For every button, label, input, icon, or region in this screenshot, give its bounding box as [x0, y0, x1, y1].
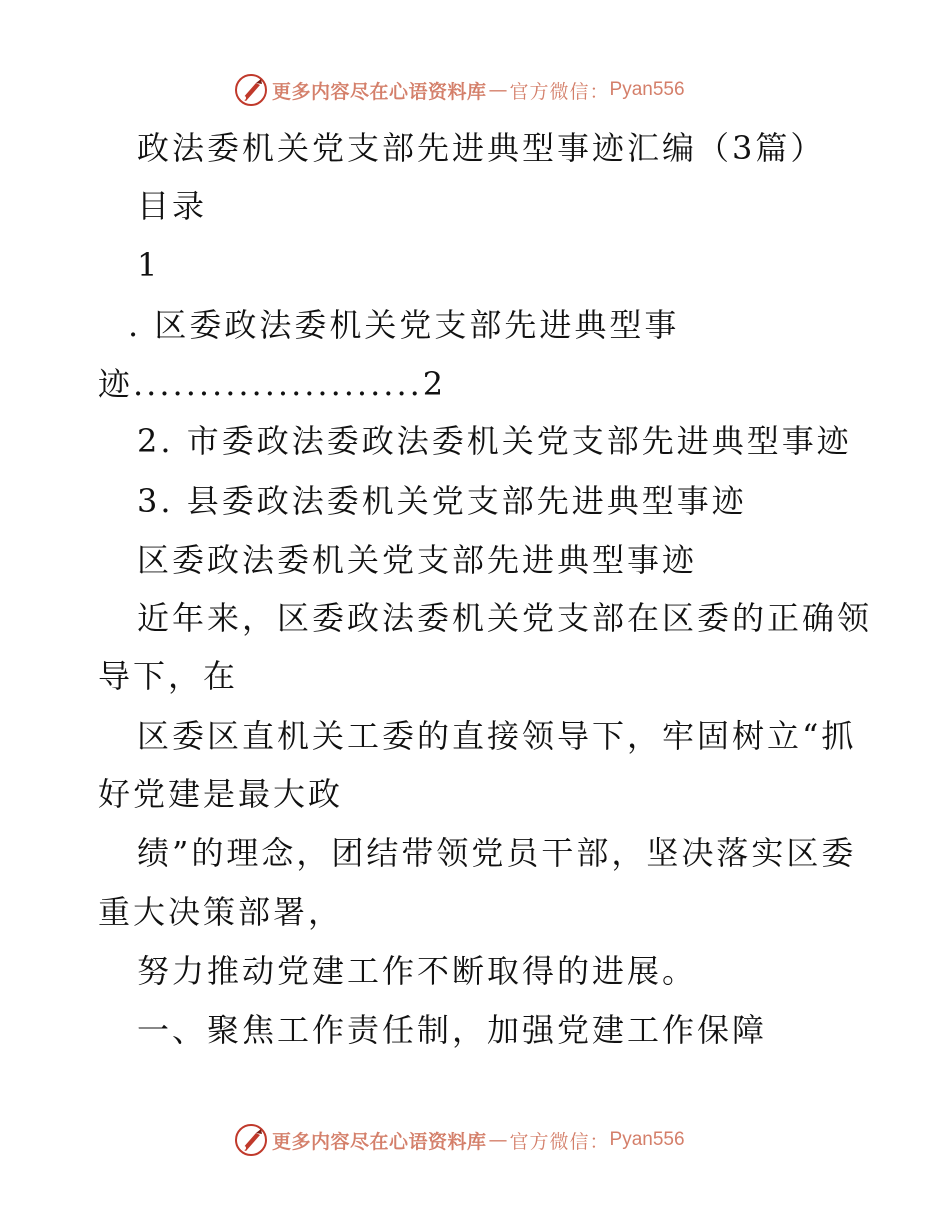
toc-item-1-text: . 区委政法委机关党支部先进典型事 — [128, 306, 680, 344]
watermark-wechat-label: 官方微信： — [509, 1130, 610, 1153]
header-watermark — [234, 72, 685, 108]
toc-item-2: 2. 市委政法委政法委机关党支部先进典型事迹 — [137, 422, 852, 460]
watermark-wechat-id: Pyan556 — [609, 79, 685, 100]
toc-item-3: 3. 县委政法委机关党支部先进典型事迹 — [137, 482, 747, 520]
toc-item-1-number: 1 — [137, 246, 161, 284]
toc-heading: 目录 — [137, 187, 208, 225]
quill-pen-logo-icon — [234, 73, 268, 107]
paragraph-line: 好党建是最大政 — [98, 775, 344, 813]
section-title: 区委政法委机关党支部先进典型事迹 — [137, 541, 698, 579]
footer-watermark — [234, 1122, 685, 1158]
document-title: 政法委机关党支部先进典型事迹汇编（3篇） — [137, 129, 826, 167]
watermark-site-name: 更多内容尽在心语资料库 — [272, 1130, 487, 1153]
paragraph-line: 绩”的理念，团结带领党员干部，坚决落实区委 — [137, 834, 857, 872]
paragraph-line: 区委区直机关工委的直接领导下，牢固树立“抓 — [137, 717, 857, 755]
watermark-dash: — — [488, 79, 508, 101]
watermark-wechat-label: 官方微信： — [509, 80, 610, 103]
paragraph-line: 近年来，区委政法委机关党支部在区委的正确领 — [137, 599, 873, 637]
watermark-site-name: 更多内容尽在心语资料库 — [272, 80, 487, 103]
quill-pen-logo-icon — [234, 1123, 268, 1157]
paragraph-line: 重大决策部署， — [98, 893, 344, 931]
watermark-wechat-id: Pyan556 — [609, 1129, 685, 1150]
paragraph-line: 导下，在 — [98, 657, 239, 695]
toc-item-1-wrap: 迹......................2 — [98, 365, 447, 403]
section-heading-1: 一、聚焦工作责任制，加强党建工作保障 — [137, 1011, 768, 1049]
watermark-dash: — — [488, 1129, 508, 1151]
paragraph-line: 努力推动党建工作不断取得的进展。 — [137, 952, 698, 990]
